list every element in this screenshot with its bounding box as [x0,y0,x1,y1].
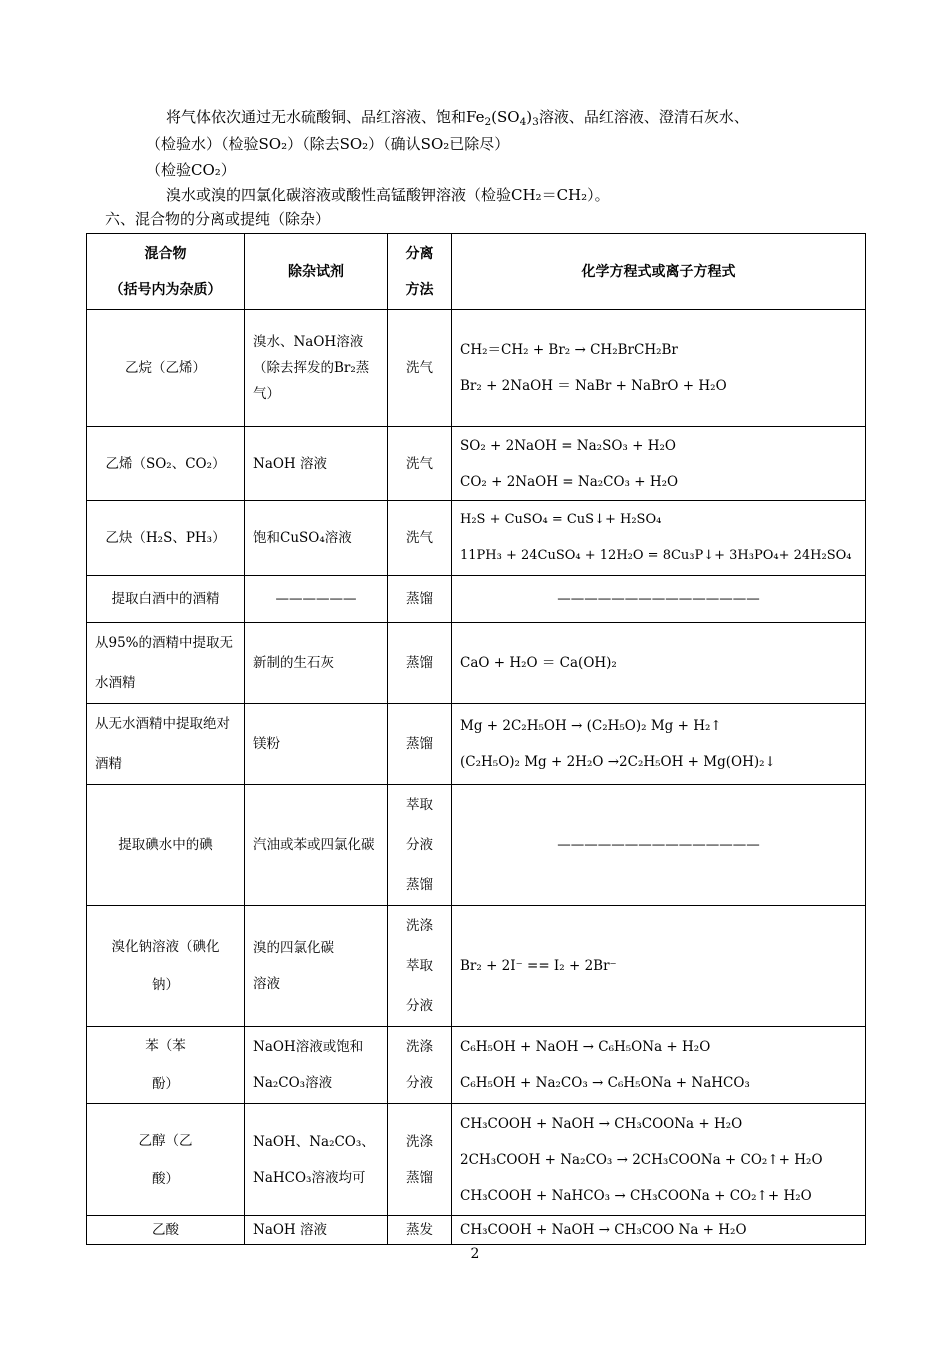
equation-cell [452,501,866,576]
equation-line: CO₂ + 2NaOH = Na₂CO₃ + H₂O [460,473,679,490]
mixture-cell: 乙炔（H₂S、PH₃） [87,501,245,576]
equation-line: Br₂ + 2I⁻ == I₂ + 2Br⁻ [460,958,617,974]
header-equation: 化学方程式或离子方程式 [452,234,866,310]
reagent-cell: —————— [245,576,388,623]
equation-cell [452,1027,866,1104]
mixture-cell: 苯（苯酚） [87,1027,245,1104]
page-number: 2 [470,1246,480,1262]
intro-line-3 [146,160,236,180]
equation-line: Mg + 2C₂H₅OH → (C₂H₅O)₂ Mg + H₂↑ [460,718,722,734]
mixture-cell: 从95%的酒精中提取无水酒精 [87,623,245,704]
table-row [87,1104,866,1216]
header-method-line1: 分离 [405,245,434,262]
intro-line-4-text: 溴水或溴的四氯化碳溶液或酸性高锰酸钾溶液（检验CH₂＝CH₂）。 [166,186,610,204]
method-cell: 蒸发 [388,1216,452,1245]
equation-line: CH₂＝CH₂ + Br₂ → CH₂BrCH₂Br [460,342,678,358]
header-mixture [87,234,245,310]
intro-line-4 [166,185,610,205]
intro-line-3-text: （检验CO₂） [146,161,236,179]
mixture-cell: 提取碘水中的碘 [87,785,245,906]
method-cell: 洗气 [388,310,452,427]
reagent-cell: NaOH、Na₂CO₃、NaHCO₃溶液均可 [245,1104,388,1216]
equation-line: SO₂ + 2NaOH = Na₂SO₃ + H₂O [460,437,676,454]
table-row [87,310,866,427]
mixture-cell: 乙醇（乙酸） [87,1104,245,1216]
equation-cell [452,623,866,704]
method-cell: 洗气 [388,427,452,501]
header-method [388,234,452,310]
equation-cell [452,310,866,427]
reagent-cell: NaOH溶液或饱和Na₂CO₃溶液 [245,1027,388,1104]
reagent-cell: 镁粉 [245,704,388,785]
reagent-cell: 汽油或苯或四氯化碳 [245,785,388,906]
header-mixture-line2: （括号内为杂质） [109,281,222,298]
equation-line: CH₃COOH + NaHCO₃ → CH₃COONa + CO₂↑+ H₂O [460,1187,812,1204]
table-row [87,576,866,623]
mixture-cell: 提取白酒中的酒精 [87,576,245,623]
mixture-cell: 乙烷（乙烯） [87,310,245,427]
header-reagent: 除杂试剂 [245,234,388,310]
equation-line: Br₂ + 2NaOH ＝ NaBr + NaBrO + H₂O [460,378,727,394]
table-row [87,1027,866,1104]
table-header-row [87,234,866,310]
intro-line-2 [146,134,509,154]
method-cell: 洗气 [388,501,452,576]
equation-cell [452,427,866,501]
header-mixture-line1: 混合物 [144,245,187,262]
method-cell: 蒸馏 [388,576,452,623]
method-cell: 蒸馏 [388,704,452,785]
reagent-cell: NaOH 溶液 [245,427,388,501]
method-cell: 洗涤 蒸馏 [388,1104,452,1216]
method-cell: 萃取 分液 蒸馏 [388,785,452,906]
intro-line-2-text: （检验水）（检验SO₂）（除去SO₂）（确认SO₂已除尽） [146,135,510,153]
equation-cell [452,1104,866,1216]
table-row [87,785,866,906]
mixture-cell: 乙酸 [87,1216,245,1245]
equation-line: C₆H₅OH + Na₂CO₃ → C₆H₅ONa + NaHCO₃ [460,1075,750,1091]
table-row [87,501,866,576]
equation-line: C₆H₅OH + NaOH → C₆H₅ONa + H₂O [460,1039,711,1055]
method-cell: 洗涤 分液 [388,1027,452,1104]
reagent-cell: NaOH 溶液 [245,1216,388,1245]
intro-line-1-a: 将气体依次通过无水硫酸铜、品红溶液、饱和 [166,108,467,126]
reagent-cell: 新制的生石灰 [245,623,388,704]
header-method-line2: 方法 [405,281,434,298]
mixture-cell: 溴化钠溶液（碘化钠） [87,906,245,1027]
equation-cell [452,704,866,785]
reagent-cell: 溴的四氯化碳溶液 [245,906,388,1027]
equation-line: ——————————————— [557,837,760,853]
intro-line-1-b: 溶液、品红溶液、澄清石灰水、 [538,108,749,126]
equation-cell [452,576,866,623]
equation-line: 11PH₃ + 24CuSO₄ + 12H₂O = 8Cu₃P↓+ 3H₃PO₄+ 24H₂SO₄ [460,548,852,563]
purification-table [86,233,866,1245]
section-title-text: 六、混合物的分离或提纯（除杂） [105,210,331,228]
equation-line: ——————————————— [557,591,760,607]
equation-line: CH₃COOH + NaOH → CH₃COO Na + H₂O [460,1222,747,1238]
mixture-cell: 从无水酒精中提取绝对酒精 [87,704,245,785]
method-cell: 洗涤 萃取 分液 [388,906,452,1027]
equation-cell [452,906,866,1027]
table-row [87,1216,866,1245]
mixture-cell: 乙烯（SO₂、CO₂） [87,427,245,501]
equation-line: 2CH₃COOH + Na₂CO₃ → 2CH₃COONa + CO₂↑+ H₂O [460,1151,823,1168]
equation-cell [452,1216,866,1245]
equation-line: (C₂H₅O)₂ Mg + 2H₂O →2C₂H₅OH + Mg(OH)₂↓ [460,754,776,770]
equation-line: H₂S + CuSO₄ = CuS↓+ H₂SO₄ [460,512,662,527]
table-row [87,623,866,704]
method-cell: 蒸馏 [388,623,452,704]
equation-line: CaO + H₂O ＝ Ca(OH)₂ [460,655,617,671]
intro-line-1: 将气体依次通过无水硫酸铜、品红溶液、饱和$Fe_2(SO_4)_3$溶液、品红溶液、澄清石灰水、 [166,108,749,128]
equation-line: CH₃COOH + NaOH → CH₃COONa + H₂O [460,1115,743,1132]
equation-cell [452,785,866,906]
section-title [105,209,330,229]
table-row [87,704,866,785]
table-row [87,427,866,501]
reagent-cell: 饱和CuSO₄溶液 [245,501,388,576]
reagent-cell: 溴水、NaOH溶液（除去挥发的Br₂蒸气） [245,310,388,427]
table-row [87,906,866,1027]
